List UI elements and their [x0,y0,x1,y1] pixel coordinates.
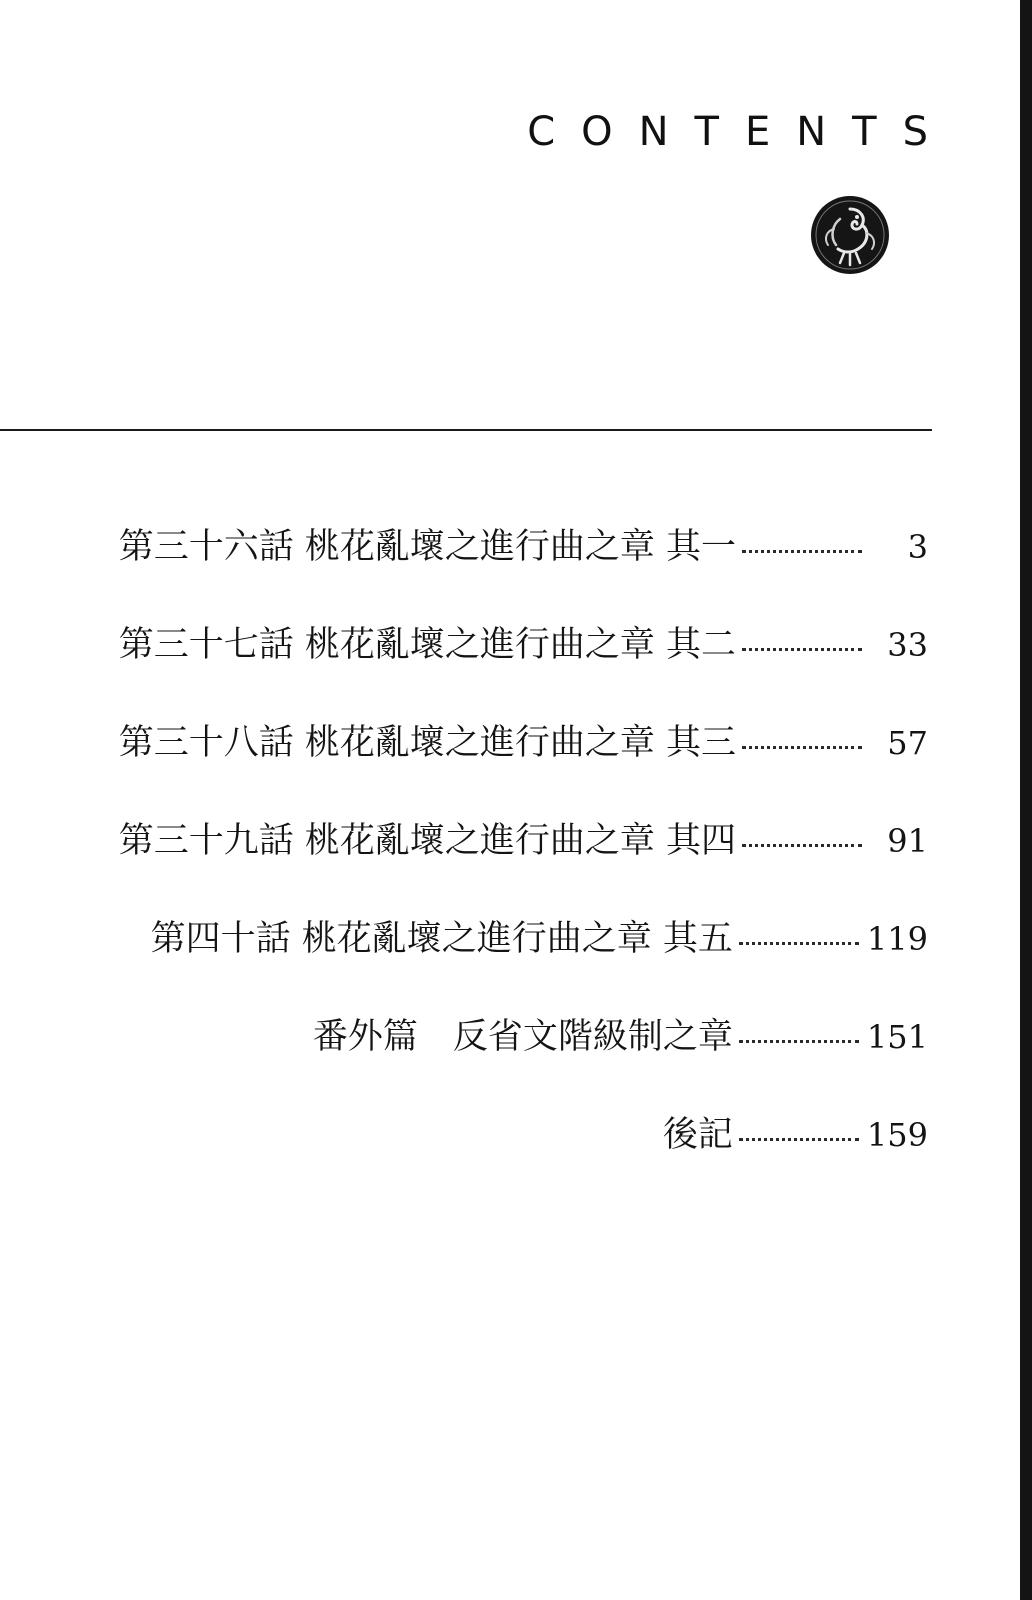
toc-entry-page: 151 [866,1018,928,1056]
toc-entry-page: 3 [907,528,928,566]
toc-entry[interactable] [68,723,928,824]
header-divider [0,429,932,431]
toc-entry-title: 後記 [662,1115,733,1155]
dot-leader [739,942,859,945]
toc-entry[interactable] [68,1017,928,1118]
toc-entry-title: 第四十話 桃花亂壞之進行曲之章 其五 [150,919,733,959]
toc-entry-page: 159 [866,1116,928,1154]
toc-entry[interactable] [68,1115,928,1216]
page-edge-shadow [1020,0,1032,1600]
dot-leader [739,1138,859,1141]
toc-entry-page: 33 [887,626,928,664]
dot-leader [742,550,862,553]
dot-leader [742,844,862,847]
toc-entry-title: 番外篇 反省文階級制之章 [312,1017,733,1057]
toc-entry-page: 119 [866,920,928,958]
contents-heading: CONTENTS [527,109,954,155]
dot-leader [742,648,862,651]
toc-entry[interactable] [68,527,928,628]
toc-entry-page: 91 [887,822,928,860]
toc-entry-title: 第三十六話 桃花亂壞之進行曲之章 其一 [118,527,736,567]
phoenix-crest-icon [810,195,890,275]
dot-leader [742,746,862,749]
dot-leader [739,1040,859,1043]
toc-entry-page: 57 [887,724,928,762]
toc-entry-title: 第三十九話 桃花亂壞之進行曲之章 其四 [118,821,736,861]
toc-entry-title: 第三十八話 桃花亂壞之進行曲之章 其三 [118,723,736,763]
toc-entry[interactable] [68,919,928,1020]
toc-entry[interactable] [68,625,928,726]
toc-entry-title: 第三十七話 桃花亂壞之進行曲之章 其二 [118,625,736,665]
toc-entry[interactable] [68,821,928,922]
table-of-contents [68,527,928,1216]
